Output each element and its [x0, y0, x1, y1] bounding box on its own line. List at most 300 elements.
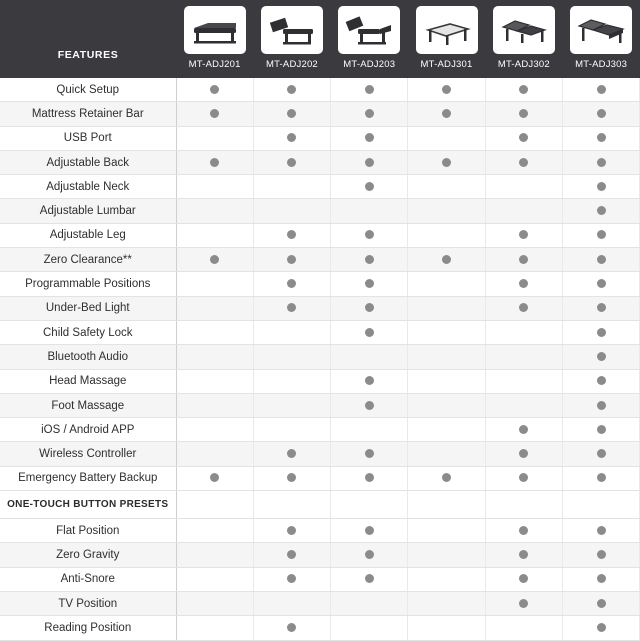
empty-cell-icon	[365, 352, 374, 361]
included-dot-icon	[287, 623, 296, 632]
feature-included-cell	[562, 466, 639, 490]
included-dot-icon	[210, 109, 219, 118]
feature-label: iOS / Android APP	[0, 418, 176, 442]
included-dot-icon	[597, 279, 606, 288]
included-dot-icon	[365, 279, 374, 288]
feature-included-cell	[331, 466, 408, 490]
empty-cell-icon	[519, 182, 528, 191]
table-body	[0, 78, 640, 640]
feature-label: Flat Position	[0, 519, 176, 543]
table-row	[0, 126, 640, 150]
feature-included-cell	[485, 442, 562, 466]
section-spacer-cell	[562, 491, 639, 519]
empty-cell-icon	[287, 599, 296, 608]
feature-included-cell	[331, 126, 408, 150]
feature-excluded-cell	[485, 345, 562, 369]
empty-cell-icon	[287, 352, 296, 361]
empty-cell-icon	[519, 376, 528, 385]
included-dot-icon	[597, 473, 606, 482]
feature-excluded-cell	[176, 175, 253, 199]
feature-included-cell	[331, 393, 408, 417]
table-row	[0, 519, 640, 543]
bed-adjustable-premium-icon	[570, 6, 632, 54]
feature-included-cell	[562, 567, 639, 591]
feature-excluded-cell	[408, 616, 485, 640]
table-row	[0, 543, 640, 567]
feature-excluded-cell	[176, 223, 253, 247]
empty-cell-icon	[365, 425, 374, 434]
feature-excluded-cell	[176, 567, 253, 591]
empty-cell-icon	[210, 550, 219, 559]
feature-label: Wireless Controller	[0, 442, 176, 466]
empty-cell-icon	[210, 206, 219, 215]
included-dot-icon	[287, 449, 296, 458]
empty-cell-icon	[210, 182, 219, 191]
empty-cell-icon	[365, 623, 374, 632]
included-dot-icon	[287, 158, 296, 167]
feature-excluded-cell	[408, 369, 485, 393]
feature-excluded-cell	[253, 393, 330, 417]
feature-included-cell	[253, 466, 330, 490]
included-dot-icon	[365, 133, 374, 142]
empty-cell-icon	[442, 526, 451, 535]
feature-label: Reading Position	[0, 616, 176, 640]
included-dot-icon	[442, 158, 451, 167]
included-dot-icon	[210, 473, 219, 482]
feature-included-cell	[253, 567, 330, 591]
table-row	[0, 102, 640, 126]
included-dot-icon	[597, 526, 606, 535]
section-spacer-cell	[485, 491, 562, 519]
section-title: ONE-TOUCH BUTTON PRESETS	[0, 491, 176, 519]
feature-label: Under-Bed Light	[0, 296, 176, 320]
section-header-row	[0, 491, 640, 519]
included-dot-icon	[597, 376, 606, 385]
feature-excluded-cell	[176, 296, 253, 320]
table-row	[0, 150, 640, 174]
feature-included-cell	[562, 519, 639, 543]
feature-label: Zero Clearance**	[0, 248, 176, 272]
feature-excluded-cell	[485, 320, 562, 344]
feature-included-cell	[253, 150, 330, 174]
bed-head-foot-raised-icon	[338, 6, 400, 54]
included-dot-icon	[287, 255, 296, 264]
empty-cell-icon	[210, 303, 219, 312]
empty-cell-icon	[519, 623, 528, 632]
included-dot-icon	[519, 109, 528, 118]
feature-included-cell	[331, 320, 408, 344]
feature-excluded-cell	[176, 126, 253, 150]
feature-excluded-cell	[176, 442, 253, 466]
empty-cell-icon	[519, 206, 528, 215]
feature-included-cell	[176, 78, 253, 102]
table-row	[0, 466, 640, 490]
feature-label: Bluetooth Audio	[0, 345, 176, 369]
empty-cell-icon	[210, 425, 219, 434]
included-dot-icon	[287, 526, 296, 535]
feature-included-cell	[176, 248, 253, 272]
included-dot-icon	[365, 574, 374, 583]
feature-included-cell	[253, 543, 330, 567]
empty-cell-icon	[442, 550, 451, 559]
included-dot-icon	[365, 303, 374, 312]
empty-cell-icon	[442, 133, 451, 142]
included-dot-icon	[597, 255, 606, 264]
included-dot-icon	[597, 133, 606, 142]
included-dot-icon	[210, 85, 219, 94]
model-column-header-3	[331, 0, 408, 78]
empty-cell-icon	[442, 182, 451, 191]
included-dot-icon	[287, 303, 296, 312]
feature-excluded-cell	[176, 199, 253, 223]
feature-included-cell	[253, 248, 330, 272]
feature-excluded-cell	[408, 543, 485, 567]
feature-included-cell	[562, 393, 639, 417]
empty-cell-icon	[210, 376, 219, 385]
included-dot-icon	[365, 550, 374, 559]
feature-excluded-cell	[253, 345, 330, 369]
feature-excluded-cell	[408, 442, 485, 466]
table-row	[0, 442, 640, 466]
included-dot-icon	[519, 230, 528, 239]
included-dot-icon	[287, 574, 296, 583]
feature-excluded-cell	[253, 199, 330, 223]
feature-excluded-cell	[253, 369, 330, 393]
empty-cell-icon	[442, 206, 451, 215]
feature-included-cell	[485, 466, 562, 490]
included-dot-icon	[519, 473, 528, 482]
table-row	[0, 320, 640, 344]
model-label-1: MT-ADJ201	[188, 59, 241, 70]
empty-cell-icon	[442, 279, 451, 288]
feature-excluded-cell	[331, 345, 408, 369]
feature-included-cell	[331, 248, 408, 272]
feature-included-cell	[562, 320, 639, 344]
feature-excluded-cell	[176, 393, 253, 417]
empty-cell-icon	[210, 623, 219, 632]
included-dot-icon	[597, 352, 606, 361]
empty-cell-icon	[210, 230, 219, 239]
included-dot-icon	[597, 623, 606, 632]
feature-included-cell	[253, 272, 330, 296]
included-dot-icon	[365, 328, 374, 337]
included-dot-icon	[519, 279, 528, 288]
feature-included-cell	[485, 102, 562, 126]
included-dot-icon	[287, 133, 296, 142]
included-dot-icon	[365, 473, 374, 482]
included-dot-icon	[210, 158, 219, 167]
feature-excluded-cell	[331, 591, 408, 615]
included-dot-icon	[287, 109, 296, 118]
feature-excluded-cell	[485, 616, 562, 640]
feature-label: Anti-Snore	[0, 567, 176, 591]
included-dot-icon	[365, 449, 374, 458]
table-row	[0, 393, 640, 417]
feature-included-cell	[176, 102, 253, 126]
feature-excluded-cell	[253, 418, 330, 442]
included-dot-icon	[519, 425, 528, 434]
feature-label: Adjustable Leg	[0, 223, 176, 247]
model-label-6: MT-ADJ303	[575, 59, 628, 70]
bed-head-raised-icon	[261, 6, 323, 54]
included-dot-icon	[519, 550, 528, 559]
feature-included-cell	[562, 126, 639, 150]
included-dot-icon	[365, 85, 374, 94]
empty-cell-icon	[287, 182, 296, 191]
feature-excluded-cell	[408, 199, 485, 223]
feature-excluded-cell	[331, 616, 408, 640]
table-row	[0, 345, 640, 369]
model-column-header-5	[485, 0, 562, 78]
bed-adjustable-icon	[493, 6, 555, 54]
empty-cell-icon	[519, 328, 528, 337]
included-dot-icon	[365, 255, 374, 264]
empty-cell-icon	[210, 328, 219, 337]
included-dot-icon	[365, 401, 374, 410]
feature-excluded-cell	[485, 393, 562, 417]
feature-label: Quick Setup	[0, 78, 176, 102]
included-dot-icon	[287, 85, 296, 94]
empty-cell-icon	[287, 206, 296, 215]
feature-label: Adjustable Lumbar	[0, 199, 176, 223]
empty-cell-icon	[519, 401, 528, 410]
table-row	[0, 567, 640, 591]
included-dot-icon	[442, 85, 451, 94]
empty-cell-icon	[442, 623, 451, 632]
feature-included-cell	[562, 418, 639, 442]
included-dot-icon	[519, 526, 528, 535]
feature-included-cell	[408, 248, 485, 272]
included-dot-icon	[365, 158, 374, 167]
feature-included-cell	[331, 78, 408, 102]
model-label-2: MT-ADJ202	[265, 59, 318, 70]
feature-included-cell	[562, 199, 639, 223]
feature-included-cell	[562, 543, 639, 567]
table-row	[0, 78, 640, 102]
feature-included-cell	[408, 102, 485, 126]
empty-cell-icon	[442, 230, 451, 239]
included-dot-icon	[597, 328, 606, 337]
feature-excluded-cell	[176, 418, 253, 442]
empty-cell-icon	[365, 599, 374, 608]
section-spacer-cell	[253, 491, 330, 519]
feature-included-cell	[562, 442, 639, 466]
feature-excluded-cell	[408, 175, 485, 199]
table-header	[0, 0, 640, 78]
included-dot-icon	[210, 255, 219, 264]
feature-included-cell	[485, 272, 562, 296]
table-row	[0, 296, 640, 320]
section-spacer-cell	[331, 491, 408, 519]
feature-included-cell	[562, 591, 639, 615]
feature-included-cell	[485, 418, 562, 442]
feature-included-cell	[331, 223, 408, 247]
feature-included-cell	[485, 223, 562, 247]
feature-included-cell	[485, 296, 562, 320]
feature-excluded-cell	[408, 345, 485, 369]
feature-excluded-cell	[408, 591, 485, 615]
feature-excluded-cell	[253, 320, 330, 344]
feature-included-cell	[485, 519, 562, 543]
included-dot-icon	[597, 206, 606, 215]
feature-included-cell	[562, 223, 639, 247]
model-column-header-4	[408, 0, 485, 78]
feature-label: Zero Gravity	[0, 543, 176, 567]
empty-cell-icon	[442, 401, 451, 410]
included-dot-icon	[365, 526, 374, 535]
model-label-5: MT-ADJ302	[497, 59, 550, 70]
feature-included-cell	[331, 369, 408, 393]
feature-included-cell	[562, 272, 639, 296]
table-row	[0, 175, 640, 199]
included-dot-icon	[442, 255, 451, 264]
included-dot-icon	[597, 303, 606, 312]
included-dot-icon	[287, 550, 296, 559]
feature-label: Adjustable Neck	[0, 175, 176, 199]
included-dot-icon	[519, 303, 528, 312]
included-dot-icon	[365, 109, 374, 118]
feature-excluded-cell	[408, 126, 485, 150]
table-row	[0, 248, 640, 272]
included-dot-icon	[365, 230, 374, 239]
included-dot-icon	[597, 401, 606, 410]
table-row	[0, 199, 640, 223]
included-dot-icon	[287, 230, 296, 239]
section-spacer-cell	[176, 491, 253, 519]
feature-label: TV Position	[0, 591, 176, 615]
included-dot-icon	[442, 109, 451, 118]
feature-included-cell	[253, 102, 330, 126]
feature-included-cell	[485, 543, 562, 567]
feature-included-cell	[176, 466, 253, 490]
feature-excluded-cell	[408, 567, 485, 591]
feature-excluded-cell	[331, 199, 408, 223]
empty-cell-icon	[210, 133, 219, 142]
feature-included-cell	[562, 150, 639, 174]
included-dot-icon	[519, 574, 528, 583]
included-dot-icon	[365, 376, 374, 385]
empty-cell-icon	[210, 449, 219, 458]
feature-included-cell	[253, 519, 330, 543]
feature-included-cell	[331, 150, 408, 174]
table-row	[0, 223, 640, 247]
included-dot-icon	[597, 425, 606, 434]
feature-excluded-cell	[485, 369, 562, 393]
included-dot-icon	[519, 599, 528, 608]
features-column-header: FEATURES	[0, 0, 176, 78]
feature-included-cell	[331, 543, 408, 567]
model-column-header-2	[253, 0, 330, 78]
feature-label: Child Safety Lock	[0, 320, 176, 344]
feature-excluded-cell	[253, 591, 330, 615]
included-dot-icon	[597, 599, 606, 608]
bed-flat-icon	[184, 6, 246, 54]
feature-included-cell	[562, 616, 639, 640]
empty-cell-icon	[442, 574, 451, 583]
feature-included-cell	[253, 223, 330, 247]
feature-included-cell	[562, 102, 639, 126]
feature-excluded-cell	[176, 591, 253, 615]
empty-cell-icon	[442, 425, 451, 434]
feature-excluded-cell	[485, 199, 562, 223]
feature-label: Adjustable Back	[0, 150, 176, 174]
feature-excluded-cell	[408, 272, 485, 296]
bed-frame-icon	[416, 6, 478, 54]
header-row	[0, 0, 640, 78]
feature-excluded-cell	[408, 223, 485, 247]
model-label-4: MT-ADJ301	[420, 59, 473, 70]
included-dot-icon	[287, 279, 296, 288]
feature-included-cell	[485, 591, 562, 615]
table-row	[0, 272, 640, 296]
empty-cell-icon	[442, 328, 451, 337]
feature-excluded-cell	[176, 345, 253, 369]
feature-included-cell	[253, 78, 330, 102]
feature-included-cell	[253, 296, 330, 320]
feature-excluded-cell	[408, 393, 485, 417]
feature-included-cell	[176, 150, 253, 174]
feature-included-cell	[331, 175, 408, 199]
feature-included-cell	[562, 78, 639, 102]
feature-excluded-cell	[408, 418, 485, 442]
feature-included-cell	[562, 296, 639, 320]
feature-included-cell	[331, 272, 408, 296]
empty-cell-icon	[442, 376, 451, 385]
feature-included-cell	[331, 296, 408, 320]
feature-included-cell	[331, 567, 408, 591]
model-column-header-6	[562, 0, 639, 78]
table-row	[0, 616, 640, 640]
feature-label: Programmable Positions	[0, 272, 176, 296]
included-dot-icon	[597, 158, 606, 167]
table-row	[0, 369, 640, 393]
empty-cell-icon	[442, 449, 451, 458]
included-dot-icon	[597, 182, 606, 191]
feature-included-cell	[562, 248, 639, 272]
feature-included-cell	[562, 345, 639, 369]
feature-included-cell	[562, 175, 639, 199]
feature-included-cell	[253, 616, 330, 640]
empty-cell-icon	[210, 279, 219, 288]
included-dot-icon	[442, 473, 451, 482]
feature-label: Foot Massage	[0, 393, 176, 417]
included-dot-icon	[597, 449, 606, 458]
feature-excluded-cell	[176, 369, 253, 393]
feature-excluded-cell	[176, 272, 253, 296]
feature-excluded-cell	[176, 320, 253, 344]
feature-included-cell	[485, 126, 562, 150]
included-dot-icon	[519, 255, 528, 264]
feature-label: USB Port	[0, 126, 176, 150]
feature-included-cell	[485, 567, 562, 591]
included-dot-icon	[519, 449, 528, 458]
feature-included-cell	[331, 102, 408, 126]
feature-excluded-cell	[408, 519, 485, 543]
feature-excluded-cell	[408, 296, 485, 320]
empty-cell-icon	[287, 401, 296, 410]
empty-cell-icon	[519, 352, 528, 361]
feature-excluded-cell	[253, 175, 330, 199]
feature-excluded-cell	[176, 519, 253, 543]
included-dot-icon	[597, 574, 606, 583]
feature-included-cell	[253, 442, 330, 466]
empty-cell-icon	[210, 599, 219, 608]
included-dot-icon	[287, 473, 296, 482]
empty-cell-icon	[210, 401, 219, 410]
empty-cell-icon	[287, 328, 296, 337]
included-dot-icon	[597, 550, 606, 559]
feature-excluded-cell	[408, 320, 485, 344]
